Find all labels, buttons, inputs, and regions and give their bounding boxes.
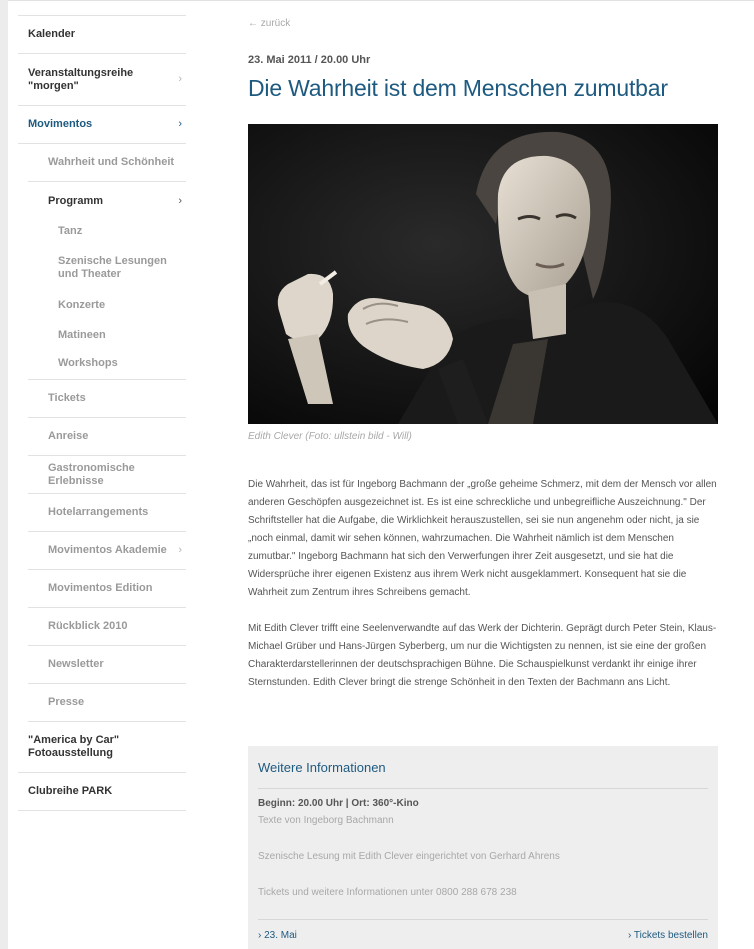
info-text-line: Texte von Ingeborg Bachmann (258, 815, 394, 826)
sidebar-item-movimentos[interactable] (18, 106, 186, 144)
photo-caption: Edith Clever (Foto: ullstein bild - Will) (248, 431, 412, 442)
chevron-right-icon: › (178, 544, 182, 556)
article-paragraph: Die Wahrheit, das ist für Ingeborg Bachmann der „große geheime Schmerz, mit dem der Mensch vor allen anderen Geschöpfen ausgezeichnet ist. Es ist eine schreckliche und unbegreifliche Auszeichnung." Der Schriftsteller hat die Aufgabe, die Wirklichkeit herauszustellen, sei sie nun angenehm oder nicht, ja sie „noch einmal, damit wir sehen können, wahrzumachen. Die Wahrheit nämlich ist dem Menschen zumutbar." Ingeborg Bachmann hat sich den Verwerfungen ihrer Zeit ausgesetzt, und sie hat die Widersprüche ihrer eigenen Existenz aus ihrem Werk nicht ausgeklammert. Konsequent hat sie die Wahrheit zum Zentrum ihres Schreibens gemacht. (248, 479, 717, 598)
sidebar-item-movimentos-akademie[interactable] (28, 532, 186, 570)
sidebar-item-label: Wahrheit und Schönheit (48, 156, 175, 168)
sidebar-item-label: Movimentos Akademie (48, 544, 167, 556)
page-title: Die Wahrheit ist dem Menschen zumutbar (248, 75, 668, 101)
sidebar-item-label: Kalender (28, 28, 76, 40)
sidebar-item-label: Hotelarrangements (48, 506, 149, 518)
sidebar-item-label: Tanz (58, 224, 83, 237)
sidebar-item-label: Workshops (58, 357, 118, 369)
back-link[interactable]: ← zurück (248, 18, 291, 29)
sidebar-item-matineen[interactable] (28, 316, 186, 354)
date-link[interactable]: › 23. Mai (258, 930, 297, 941)
sidebar-item-rueckblick-2010[interactable] (28, 608, 186, 646)
sidebar-item-wahrheit-und-schoenheit[interactable] (28, 144, 186, 182)
sidebar-item-veranstaltungsreihe[interactable] (18, 54, 186, 106)
info-text-line: Szenische Lesung mit Edith Clever eingerichtet von Gerhard Ahrens (258, 851, 560, 862)
sidebar-item-label: Szenische Lesungen und Theater (58, 255, 167, 280)
sidebar-item-szenische-lesungen[interactable] (28, 242, 186, 294)
sidebar-item-label: Programm (48, 194, 104, 207)
sidebar-item-label: Clubreihe PARK (28, 785, 113, 797)
sidebar-item-konzerte[interactable] (28, 294, 186, 316)
sidebar-item-gastronomische-erlebnisse[interactable] (28, 456, 186, 494)
sidebar-item-label: Rückblick 2010 (48, 620, 128, 632)
chevron-right-icon: › (178, 194, 182, 207)
sidebar-item-america-by-car[interactable] (18, 722, 186, 773)
event-photo (248, 124, 718, 424)
sidebar-item-label: Newsletter (48, 658, 104, 670)
sidebar-nav (18, 15, 186, 811)
sidebar-item-movimentos-edition[interactable] (28, 570, 186, 608)
chevron-right-icon: › (178, 73, 182, 85)
portrait-illustration (248, 124, 718, 424)
info-box-title: Weitere Informationen (258, 746, 708, 789)
sidebar-item-kalender[interactable] (18, 16, 186, 54)
sidebar-item-presse[interactable] (28, 684, 186, 722)
article-paragraph: Mit Edith Clever trifft eine Seelenverwandte auf das Werk der Dichterin. Geprägt durch Peter Stein, Klaus-Michael Grüber und Hans-Jürgen Syberberg, um nur die Wichtigsten zu nennen, ist sie eine der großen Charakterdarstellerinnen der deutschsprachigen Bühne. Die Schauspielkunst verdankt ihr einige ihrer Sternstunden. Edith Clever bringt die strenge Schönheit in den Texten der Bachmann ans Licht. (248, 623, 717, 688)
sidebar-item-label: Matineen (58, 328, 106, 341)
event-date: 23. Mai 2011 / 20.00 Uhr (248, 54, 371, 66)
sidebar-item-label: Anreise (48, 430, 89, 442)
sidebar-item-label: Movimentos Edition (48, 582, 153, 594)
info-text-line: Tickets und weitere Informationen unter 0800 288 678 238 (258, 887, 517, 898)
sidebar-item-label: Presse (48, 696, 85, 708)
sidebar-item-programm[interactable] (28, 182, 186, 220)
sidebar-item-label: Tickets (48, 392, 86, 404)
sidebar-item-tickets[interactable] (28, 380, 186, 418)
sidebar-item-tanz[interactable] (28, 220, 186, 242)
sidebar-item-workshops[interactable] (28, 354, 186, 380)
sidebar-item-label: Gastronomische Erlebnisse (48, 461, 135, 487)
info-start-location: Beginn: 20.00 Uhr | Ort: 360°-Kino (258, 798, 419, 809)
sidebar-item-clubreihe-park[interactable] (18, 773, 186, 811)
chevron-right-icon: › (178, 118, 182, 130)
info-footer (258, 919, 708, 941)
sidebar-item-label: "America by Car" Fotoausstellung (28, 734, 120, 759)
sidebar-item-hotelarrangements[interactable] (28, 494, 186, 532)
sidebar-item-newsletter[interactable] (28, 646, 186, 684)
sidebar-item-label: Veranstaltungsreihe "morgen" (28, 66, 134, 92)
sidebar-item-label: Movimentos (28, 118, 93, 130)
info-box (248, 746, 718, 949)
sidebar-item-label: Konzerte (58, 298, 106, 311)
page (8, 0, 754, 949)
sidebar-item-anreise[interactable] (28, 418, 186, 456)
article-body (248, 476, 720, 710)
order-tickets-link[interactable]: › Tickets bestellen (627, 930, 708, 941)
